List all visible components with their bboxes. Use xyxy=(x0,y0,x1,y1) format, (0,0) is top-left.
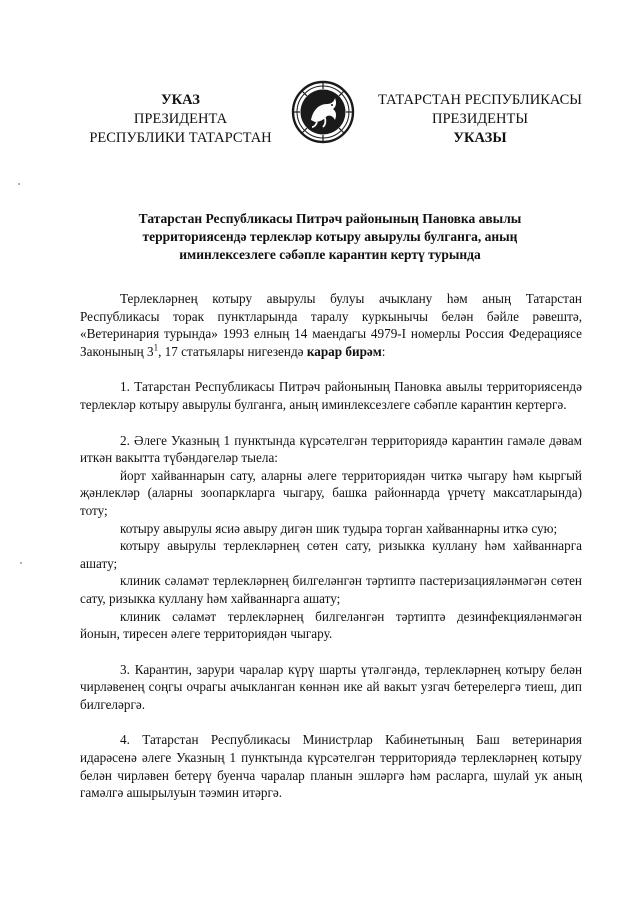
preamble-paragraph xyxy=(80,290,582,360)
header-right-line-2: ПРЕЗИДЕНТЫ xyxy=(431,111,529,127)
header-right-tatar xyxy=(365,91,595,148)
item-2-list-2: котыру авырулы ясиә авыру дигән шик тудыра торган хайваннарны иткә сую; xyxy=(120,520,558,536)
header-left-russian xyxy=(78,91,283,148)
item-4: 4. Татарстан Республикасы Министрлар Кабинетының Баш ветеринария идарәсенә әлеге Указның 1 пунктында күрсәтелгән территориядә терлекләрнең котыру белән чирләвен бетерү буенча чаралар планын эшләргә һәм расларга, шулай ук аның гамәлгә ашырылуын тәэмин итәргә. xyxy=(80,732,582,801)
item-2-list-1: йорт хайваннарын сату, аларны әлеге территориядән читкә чыгару һәм кыргый җәнлекләр (аларны зоопаркларга чыгару, башка районнарда үрчетү максатларында) тоту; xyxy=(80,467,582,518)
item-2-list-5: клиник сәламәт терлекләрнең билгеләнгән тәртиптә дезинфекцияләнмәгән йонын, тиресен әлеге территориядән чыгару. xyxy=(80,608,582,642)
preamble-bold: карар бирәм xyxy=(306,343,382,359)
header-left-line-2: ПРЕЗИДЕНТА xyxy=(133,111,228,127)
header-left-line-1: УКАЗ xyxy=(161,92,200,108)
scan-speck xyxy=(20,562,22,564)
header-right-line-3: УКАЗЫ xyxy=(453,130,507,146)
title-line-1: Татарстан Республикасы Питрәч районының Пановка авылы xyxy=(138,211,522,226)
header-right-line-1: ТАТАРСТАН РЕСПУБЛИКАСЫ xyxy=(378,92,582,108)
item-2-list-3: котыру авырулы терлекләрнең сөтен сату, ризыкка куллану һәм хайваннарга ашату; xyxy=(80,538,582,571)
header-left-line-3: РЕСПУБЛИКИ ТАТАРСТАН xyxy=(89,130,272,146)
preamble-end: : xyxy=(381,343,386,359)
item-2-list-4: клиник сәламәт терлекләрнең билгеләнгән тәртиптә пастеризацияләнмәгән сөтен сату, ризыкка куллану һәм хайваннарга ашату; xyxy=(80,573,582,606)
preamble-after: , 17 статьялары нигезендә xyxy=(158,343,307,359)
decree-body xyxy=(80,290,582,802)
item-3: 3. Карантин, зарури чаралар күрү шарты үтәлгәндә, терлекләрнең котыру белән чирләвенең соңгы очрагы ачыкланган көннән ике ай вакыт узгач бетерелергә тиеш, дип билгеләргә. xyxy=(80,661,582,712)
item-2: 2. Әлеге Указның 1 пунктында күрсәтелгән территориядә карантин гамәле дәвам иткән вакытта түбәндәгеләр тыела: xyxy=(80,432,582,466)
tatarstan-emblem-icon xyxy=(291,80,355,144)
item-1: 1. Татарстан Республикасы Питрәч районының Пановка авылы территориясендә терлекләр котыру авырулы булганга, аның иминлексезлеге сәбәпле карантин кертергә. xyxy=(80,379,582,412)
title-line-3: иминлексезлеге сәбәпле карантин кертү турында xyxy=(179,247,481,262)
decree-title xyxy=(100,210,560,264)
preamble-text: Терлекләрнең котыру авырулы булуы ачыклану һәм аның Татарстан Республикасы торак пунктларында таралу куркынычы белән бәйле рәвештә, «Ветеринария турында» 1993 елның 14 маендагы 4979-I номерлы Россия Федерациясе Законының 3 xyxy=(80,291,582,359)
preamble-superscript: 1 xyxy=(153,342,159,353)
title-line-2: территориясендә терлекләр котыру авырулы булганга, аның xyxy=(142,229,518,244)
scan-speck xyxy=(18,183,20,185)
